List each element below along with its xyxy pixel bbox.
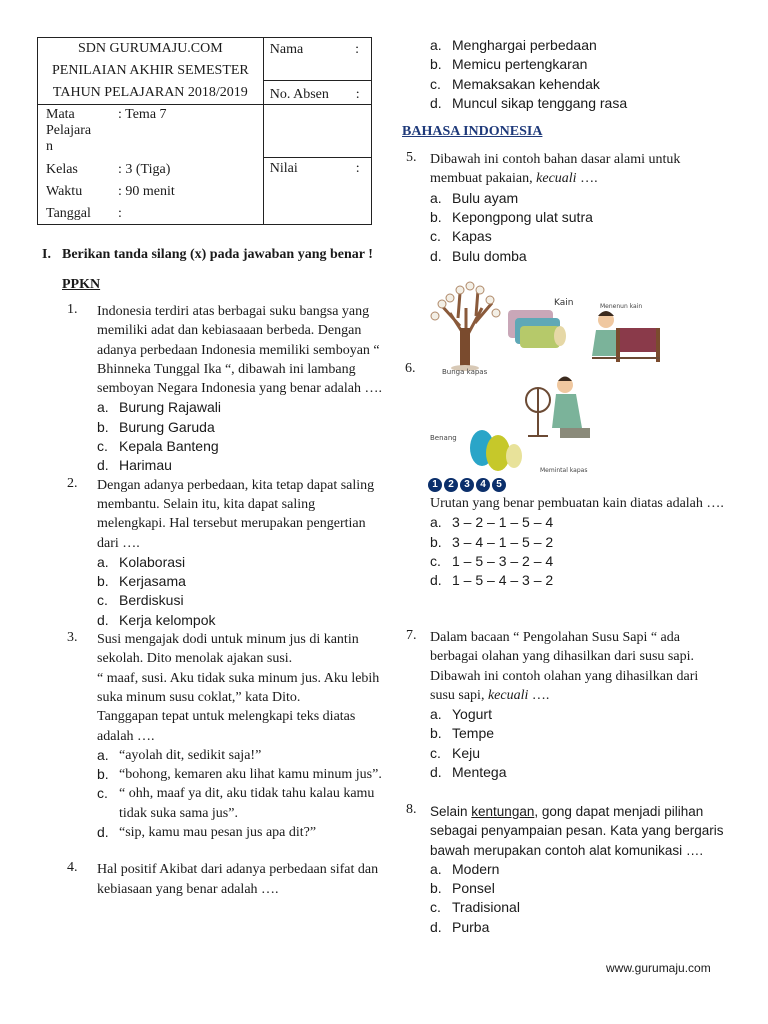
question-1-option-d[interactable]: d. Harimau: [97, 457, 172, 474]
step-5: 5: [492, 478, 506, 492]
question-8-option-d[interactable]: d. Purba: [430, 918, 490, 935]
fabric-rolls-icon: [508, 310, 566, 348]
step-1: 1: [428, 478, 442, 492]
waktu-value: : 90 menit: [118, 184, 175, 199]
tanggal-label: Tanggal: [46, 206, 91, 221]
name-label: Nama: [269, 42, 304, 57]
question-1-option-b[interactable]: b. Burung Garuda: [97, 418, 215, 435]
question-3-options: [97, 746, 382, 842]
left-column: [42, 245, 387, 899]
question-3-option-a[interactable]: a. “ayolah dit, sedikit saja!”: [97, 746, 262, 763]
question-3-option-d[interactable]: d. “sip, kamu mau pesan jus apa dit?”: [97, 824, 317, 841]
question-6-option-d[interactable]: d. 1 – 5 – 4 – 3 – 2: [430, 572, 554, 589]
step-3: 3: [460, 478, 474, 492]
kelas-label: Kelas: [46, 162, 78, 177]
footer-url: www.gurumaju.com: [606, 961, 711, 975]
question-4-option-c[interactable]: c. Memaksakan kehendak: [430, 75, 600, 92]
question-7-options: [430, 705, 724, 782]
question-4-option-b[interactable]: b. Memicu pertengkaran: [430, 56, 588, 73]
ppkn-questions: [42, 302, 382, 899]
name-colon: :: [355, 42, 359, 57]
question-3-option-b[interactable]: b. “bohong, kemaren aku lihat kamu minum jus”.: [97, 766, 382, 783]
question-1-option-a[interactable]: a. Burung Rajawali: [97, 399, 221, 416]
waktu-label: Waktu: [46, 184, 83, 199]
question-4-option-d[interactable]: d. Muncul sikap tenggang rasa: [430, 94, 628, 111]
question-6-text: Urutan yang benar pembuatan kain diatas adalah ….: [430, 496, 724, 511]
question-2-option-b[interactable]: b. Kerjasama: [97, 573, 186, 590]
absen-colon: :: [355, 87, 360, 102]
question-6-option-c[interactable]: c. 1 – 5 – 3 – 2 – 4: [430, 552, 554, 569]
question-4-options: [430, 36, 732, 113]
question-7-option-c[interactable]: c. Keju: [430, 744, 481, 761]
question-1-options: [97, 398, 382, 475]
mapel-label: Mata: [46, 107, 75, 122]
label-memintal: Memintal kapas: [540, 467, 588, 474]
cotton-tree-icon: [431, 282, 500, 371]
question-6-option-b[interactable]: b. 3 – 4 – 1 – 5 – 2: [430, 533, 554, 550]
kelas-value: : 3 (Tiga): [118, 162, 171, 177]
question-1-text: Indonesia terdiri atas berbagai suku bangsa yang memiliki adat dan kebiasaaan berbeda. Dengan adanya perbedaan Indonesia memiliki semboyan “ Bhinneka Tunggal Ika “, dibawah ini lambang semboyan Negara Indonesia yang benar adalah ….: [97, 304, 382, 397]
step-4: 4: [476, 478, 490, 492]
instruction-text: Berikan tanda silang (x) pada jawaban yang benar !: [62, 247, 373, 262]
question-6-number: 6.: [405, 361, 416, 376]
question-6-options: [430, 513, 730, 590]
question-6-body: [430, 494, 730, 590]
question-1: 1. Indonesia terdiri atas berbagai suku bangsa yang memiliki adat dan kebiasaaan berbeda. Dengan adanya perbedaan Indonesia memiliki semboyan “ Bhinneka Tunggal Ika “, dibawah ini lambang semboyan Negara Indonesia yang benar adalah …. a. Burung Rajawali b. Burung Garuda c. Kepala Banteng d. Harimau: [67, 302, 382, 476]
label-kain: Kain: [554, 298, 574, 308]
question-3-text-2: “ maaf, susi. Aku tidak suka minum jus. Aku lebih suka minum susu coklat,” kata Dito.: [97, 670, 380, 705]
nilai-colon: :: [355, 161, 360, 176]
right-column: [402, 36, 732, 266]
question-3-text-1: Susi mengajak dodi untuk minum jus di kantin sekolah. Dito menolak ajakan susi.: [97, 632, 359, 667]
section-ppkn: PPKN: [62, 277, 101, 292]
question-7-option-d[interactable]: d. Mentega: [430, 764, 507, 781]
instruction: I. Berikan tanda silang (x) pada jawaban yang benar !: [42, 245, 387, 264]
label-menenun: Menenun kain: [600, 303, 643, 310]
question-5-option-a[interactable]: a. Bulu ayam: [430, 189, 519, 206]
mapel-value: : Tema 7: [118, 107, 167, 122]
header-table: [37, 37, 372, 225]
question-2-option-a[interactable]: a. Kolaborasi: [97, 553, 186, 570]
question-2-option-c[interactable]: c. Berdiskusi: [97, 592, 184, 609]
question-7-option-b[interactable]: b. Tempe: [430, 725, 495, 742]
absen-label: No. Absen: [269, 87, 329, 102]
question-2-options: [97, 553, 382, 630]
question-7: 7. Dalam bacaan “ Pengolahan Susu Sapi “ ada berbagai olahan yang dihasilkan dari susu sapi. Dibawah ini contoh olahan yang dihasilkan dari susu sapi, kecuali …. a. Yogurt b. Tempe c. Keju d. Mentega: [406, 628, 724, 782]
question-1-option-c[interactable]: c. Kepala Banteng: [97, 438, 219, 455]
question-8-options: [430, 860, 724, 937]
question-4-text: Hal positif Akibat dari adanya perbedaan sifat dan kebiasaan yang benar adalah ….: [97, 862, 379, 897]
question-4: 4. Hal positif Akibat dari adanya perbedaan sifat dan kebiasaan yang benar adalah ….: [67, 860, 382, 899]
question-8-option-b[interactable]: b. Ponsel: [430, 880, 495, 897]
question-2-text: Dengan adanya perbedaan, kita tetap dapat saling membantu. Selain itu, kita dapat saling melengkapi. Hal tersebut merupakan pengertian dari ….: [97, 477, 375, 551]
label-benang: Benang: [430, 434, 457, 442]
weaving-woman-icon: [592, 311, 660, 362]
question-5-option-c[interactable]: c. Kapas: [430, 228, 492, 245]
bahasa-questions: [402, 150, 732, 266]
question-4-option-a[interactable]: a. Menghargai perbedaan: [430, 37, 597, 53]
step-numbers: [428, 476, 508, 492]
school-info-cell: [38, 38, 264, 105]
question-8-text: Selain kentungan, gong dapat menjadi pilihan sebagai penyampaian pesan. Kata yang bergaris bawah merupakan contoh alat komunikasi ….: [430, 804, 724, 858]
exam-title: PENILAIAN AKHIR SEMESTER: [51, 63, 249, 78]
question-2-option-d[interactable]: d. Kerja kelompok: [97, 611, 216, 628]
step-2: 2: [444, 478, 458, 492]
school-year: TAHUN PELAJARAN 2018/2019: [52, 85, 248, 100]
label-bunga-kapas: Bunga kapas: [442, 368, 488, 376]
school-name: SDN GURUMAJU.COM: [78, 41, 223, 56]
question-5-text: Dibawah ini contoh bahan dasar alami untuk membuat pakaian, kecuali ….: [430, 152, 681, 187]
question-3-text-3: Tanggapan tepat untuk melengkapi teks diatas adalah ….: [97, 709, 356, 744]
question-8-option-a[interactable]: a. Modern: [430, 860, 500, 877]
question-5-option-b[interactable]: b. Kepongpong ulat sutra: [430, 209, 593, 226]
question-7-option-a[interactable]: a. Yogurt: [430, 706, 492, 723]
tanggal-value: :: [118, 206, 122, 221]
question-2: 2. Dengan adanya perbedaan, kita tetap dapat saling membantu. Selain itu, kita dapat saling melengkapi. Hal tersebut merupakan pengertian dari …. a. Kolaborasi b. Kerjasama c. Berdiskusi d. Kerja kelompok: [67, 476, 382, 630]
absen-nilai-cell: [263, 87, 371, 225]
nilai-label: Nilai: [269, 161, 298, 176]
question-3: 3. Susi mengajak dodi untuk minum jus di kantin sekolah. Dito menolak ajakan susi. “ maaf, susi. Aku tidak suka minum jus. Aku lebih suka minum susu coklat,” kata Dito. Tanggapan tepat untuk melengkapi teks diatas adalah …. a. “ayolah dit, sedikit saja!” b. “bohong, kemaren aku lihat kamu minum jus”. c. “ ohh, maaf ya dit, aku tidak tahu kalau kamu tidak suka sama jus”. d. “sip, kamu mau pesan jus apa dit?”: [67, 630, 382, 842]
question-8-option-c[interactable]: c. Tradisional: [430, 899, 520, 916]
question-6-option-a[interactable]: a. 3 – 2 – 1 – 5 – 4: [430, 514, 554, 531]
section-bahasa: BAHASA INDONESIA: [402, 124, 543, 140]
thread-spools-icon: [470, 430, 522, 471]
kain-process-illustration: [420, 268, 680, 498]
question-7-text: Dalam bacaan “ Pengolahan Susu Sapi “ ada berbagai olahan yang dihasilkan dari susu sapi. Dibawah ini contoh olahan yang dihasilkan dari susu sapi, kecuali ….: [430, 630, 699, 703]
question-8: 8. Selain kentungan, gong dapat menjadi pilihan sebagai penyampaian pesan. Kata yang bergaris bawah merupakan contoh alat komunikasi …. a. Modern b. Ponsel c. Tradisional d. Purba: [406, 802, 724, 937]
question-5: 5. Dibawah ini contoh bahan dasar alami untuk membuat pakaian, kecuali …. a. Bulu ayam b. Kepongpong ulat sutra c. Kapas d. Bulu domba: [406, 150, 732, 266]
question-5-option-d[interactable]: d. Bulu domba: [430, 247, 527, 264]
question-3-option-c[interactable]: c. “ ohh, maaf ya dit, aku tidak tahu kalau kamu tidak suka sama jus”.: [97, 785, 375, 821]
subject-info-cell: Mata Pelajara n : Tema 7 Kelas : 3 (Tiga) Waktu : 90 menit Tanggal :: [38, 105, 264, 225]
question-5-options: [430, 189, 732, 266]
spinning-woman-icon: [526, 377, 590, 439]
